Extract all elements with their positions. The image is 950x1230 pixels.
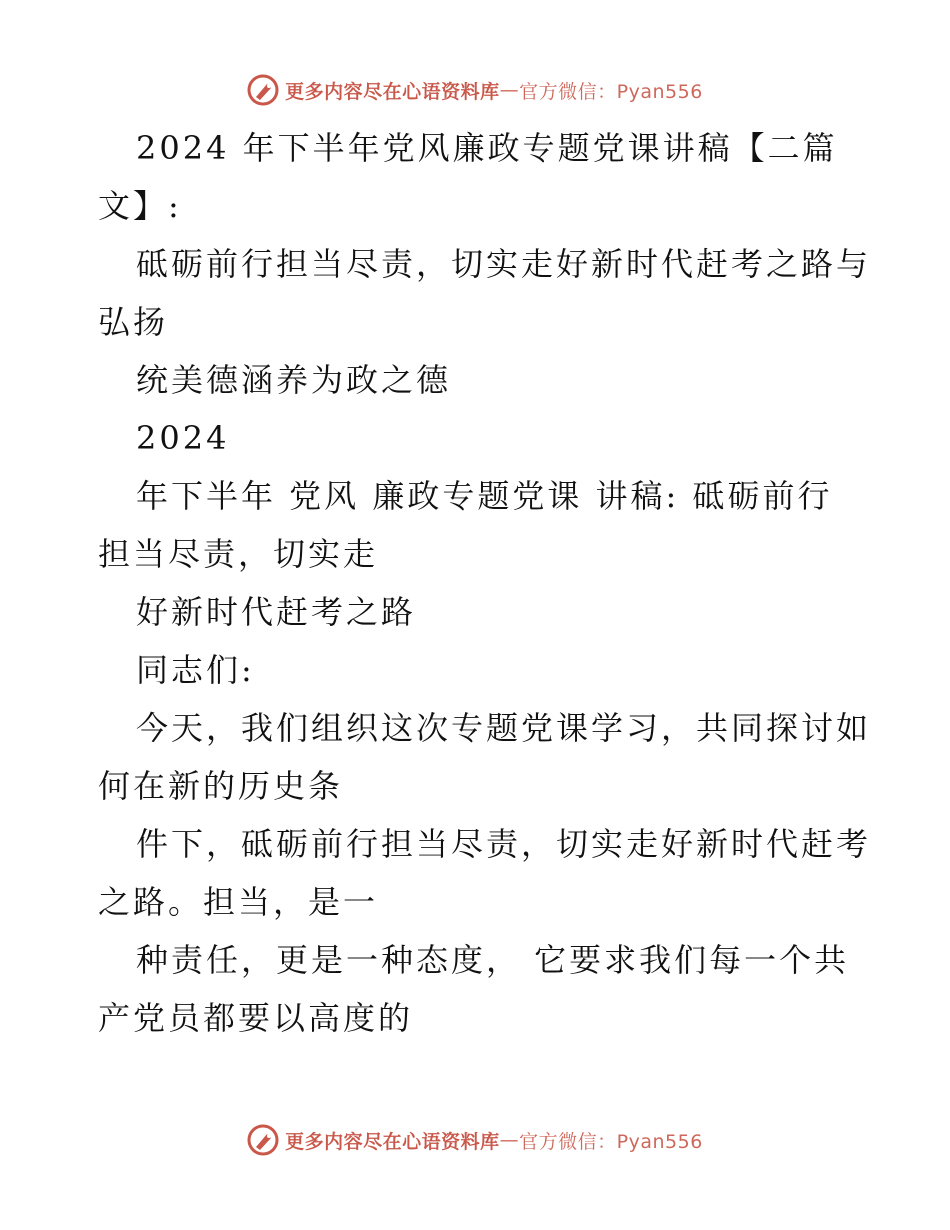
subtitle-line-1: 砥砺前行担当尽责，切实走好新时代赶考之路与 xyxy=(136,245,872,283)
paragraph-line-3: 件下，砥砺前行担当尽责，切实走好新时代赶考 xyxy=(136,825,872,863)
paragraph-line-1: 今天，我们组织这次专题党课学习，共同探讨如 xyxy=(136,709,872,747)
watermark-main: 更多内容尽在心语资料库 xyxy=(285,80,500,103)
subtitle-line-2: 弘扬 xyxy=(98,303,169,341)
pen-nib-logo-icon xyxy=(247,1124,279,1156)
heading-line-3: 好新时代赶考之路 xyxy=(136,593,417,631)
footer-watermark xyxy=(0,1120,950,1160)
subtitle-line-3: 统美德涵养为政之德 xyxy=(136,361,452,399)
heading-line-2: 担当尽责，切实走 xyxy=(98,535,379,573)
watermark-text xyxy=(285,1127,703,1154)
header-watermark xyxy=(0,70,950,110)
year-line: 2024 xyxy=(136,419,230,457)
watermark-main: 更多内容尽在心语资料库 xyxy=(285,1130,500,1153)
title-line-1: 2024 年下半年党风廉政专题党课讲稿【二篇 xyxy=(136,129,838,167)
watermark-contact: 官方微信：Pyan556 xyxy=(519,1130,703,1153)
paragraph-line-5: 种责任，更是一种态度， 它要求我们每一个共 xyxy=(136,941,850,979)
watermark-dash: — xyxy=(499,1129,520,1151)
heading-line-1: 年下半年 党风 廉政专题党课 讲稿: 砥砺前行 xyxy=(136,477,833,515)
salutation: 同志们: xyxy=(136,651,255,689)
paragraph-line-4: 之路。担当，是一 xyxy=(98,883,379,921)
paragraph-line-6: 产党员都要以高度的 xyxy=(98,999,414,1037)
watermark-text xyxy=(285,77,703,104)
watermark-dash: — xyxy=(499,79,520,101)
watermark-contact: 官方微信：Pyan556 xyxy=(519,80,703,103)
title-line-2: 文】: xyxy=(98,187,182,225)
paragraph-line-2: 何在新的历史条 xyxy=(98,767,344,805)
pen-nib-logo-icon xyxy=(247,74,279,106)
